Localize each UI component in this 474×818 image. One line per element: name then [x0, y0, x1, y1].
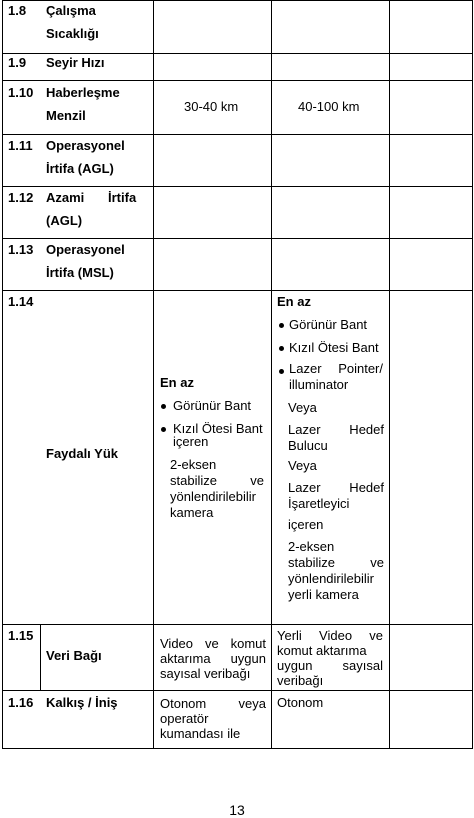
bullet-icon — [161, 404, 166, 409]
row-number: 1.10 — [8, 85, 34, 100]
payload-desc-word: stabilize ve — [288, 555, 384, 570]
row-label: Operasyonel — [46, 242, 125, 257]
row-label: İrtifa — [108, 190, 137, 205]
payload-item — [288, 422, 384, 438]
row-divider — [2, 690, 473, 691]
payload-heading: En az — [160, 375, 194, 390]
takeoff-desc — [160, 696, 266, 741]
payload-desc: yönlendirilebilir — [288, 571, 374, 586]
payload-or: Veya — [288, 458, 317, 473]
datalink-desc — [277, 628, 383, 688]
row-label: Faydalı Yük — [46, 446, 119, 461]
payload-heading: En az — [277, 294, 311, 309]
datalink-line: veribağı — [277, 673, 324, 688]
payload-item: Görünür Bant — [289, 317, 368, 332]
row-number: 1.15 — [8, 628, 34, 643]
datalink-line: sayısal veribağı — [160, 666, 251, 681]
table-border-left — [2, 0, 3, 749]
payload-or: Veya — [288, 400, 317, 415]
datalink-line: Video ve komut — [160, 636, 266, 651]
row-divider — [2, 624, 473, 625]
row-label: Azami — [46, 190, 85, 205]
payload-contains: içeren — [288, 517, 324, 532]
column-divider — [153, 0, 154, 749]
payload-item-line: Lazer Hedef — [288, 422, 384, 437]
payload-item-line: Lazer Pointer/ — [289, 361, 383, 376]
payload-item: Kızıl Ötesi Bant — [289, 340, 379, 355]
row-number: 1.8 — [8, 3, 27, 18]
row-number: 1.9 — [8, 55, 27, 70]
row-number: 1.16 — [8, 695, 34, 710]
payload-item: İşaretleyici — [288, 496, 350, 511]
column-divider — [271, 0, 272, 749]
row-number: 1.13 — [8, 242, 34, 257]
takeoff-line: kumandası ile — [160, 726, 241, 741]
takeoff-line: Otonom veya — [160, 696, 266, 711]
row-label: Kalkış / İniş — [46, 695, 118, 710]
bullet-icon — [279, 346, 284, 351]
payload-desc: yönlendirilebilir — [170, 489, 256, 504]
row-label: Çalışma — [46, 3, 96, 18]
payload-desc: 2-eksen — [288, 539, 335, 554]
payload-item — [288, 480, 384, 496]
row-label: Operasyonel — [46, 138, 125, 153]
range-value: 40-100 km — [298, 99, 360, 114]
payload-item: Bulucu — [288, 438, 328, 453]
row-number: 1.14 — [8, 294, 34, 309]
table-border-bottom — [2, 748, 473, 749]
datalink-line: uygun sayısal — [277, 658, 383, 673]
row-number: 1.11 — [8, 138, 33, 153]
row-label: Menzil — [46, 108, 86, 123]
payload-item-line: Lazer Hedef — [288, 480, 384, 495]
row-number: 1.12 — [8, 190, 34, 205]
column-divider — [40, 624, 41, 691]
payload-desc: yerli kamera — [288, 587, 359, 602]
payload-item: içeren — [173, 434, 209, 449]
payload-desc — [288, 555, 384, 571]
table-border-right — [472, 0, 473, 749]
row-divider — [2, 290, 473, 291]
datalink-line: komut aktarıma — [277, 643, 367, 658]
datalink-line: Yerli Video ve — [277, 628, 383, 643]
row-divider — [2, 80, 473, 81]
row-label: Haberleşme — [46, 85, 120, 100]
row-label: (AGL) — [46, 213, 83, 228]
range-value: 30-40 km — [184, 99, 239, 114]
bullet-icon — [279, 369, 284, 374]
payload-desc: 2-eksen — [170, 457, 217, 472]
takeoff-line: operatör — [160, 711, 209, 726]
row-label: Seyir Hızı — [46, 55, 105, 70]
row-label: İrtifa (AGL) — [46, 161, 114, 176]
payload-item: illuminator — [289, 377, 349, 392]
row-label: İrtifa (MSL) — [46, 265, 114, 280]
column-divider — [389, 0, 390, 749]
takeoff-desc: Otonom — [277, 695, 324, 710]
datalink-desc — [160, 636, 266, 681]
datalink-line: aktarıma uygun — [160, 651, 266, 666]
bullet-icon — [279, 323, 284, 328]
bullet-icon — [161, 427, 166, 432]
payload-item: Görünür Bant — [173, 398, 252, 413]
payload-desc: kamera — [170, 505, 214, 520]
payload-item — [289, 361, 383, 377]
payload-desc — [170, 473, 264, 489]
row-label: Veri Bağı — [46, 648, 102, 663]
row-label: Sıcaklığı — [46, 26, 99, 41]
payload-item: Kızıl Ötesi Bant — [173, 421, 263, 436]
page-number: 13 — [229, 802, 245, 818]
payload-desc-word: stabilize ve — [170, 473, 264, 488]
